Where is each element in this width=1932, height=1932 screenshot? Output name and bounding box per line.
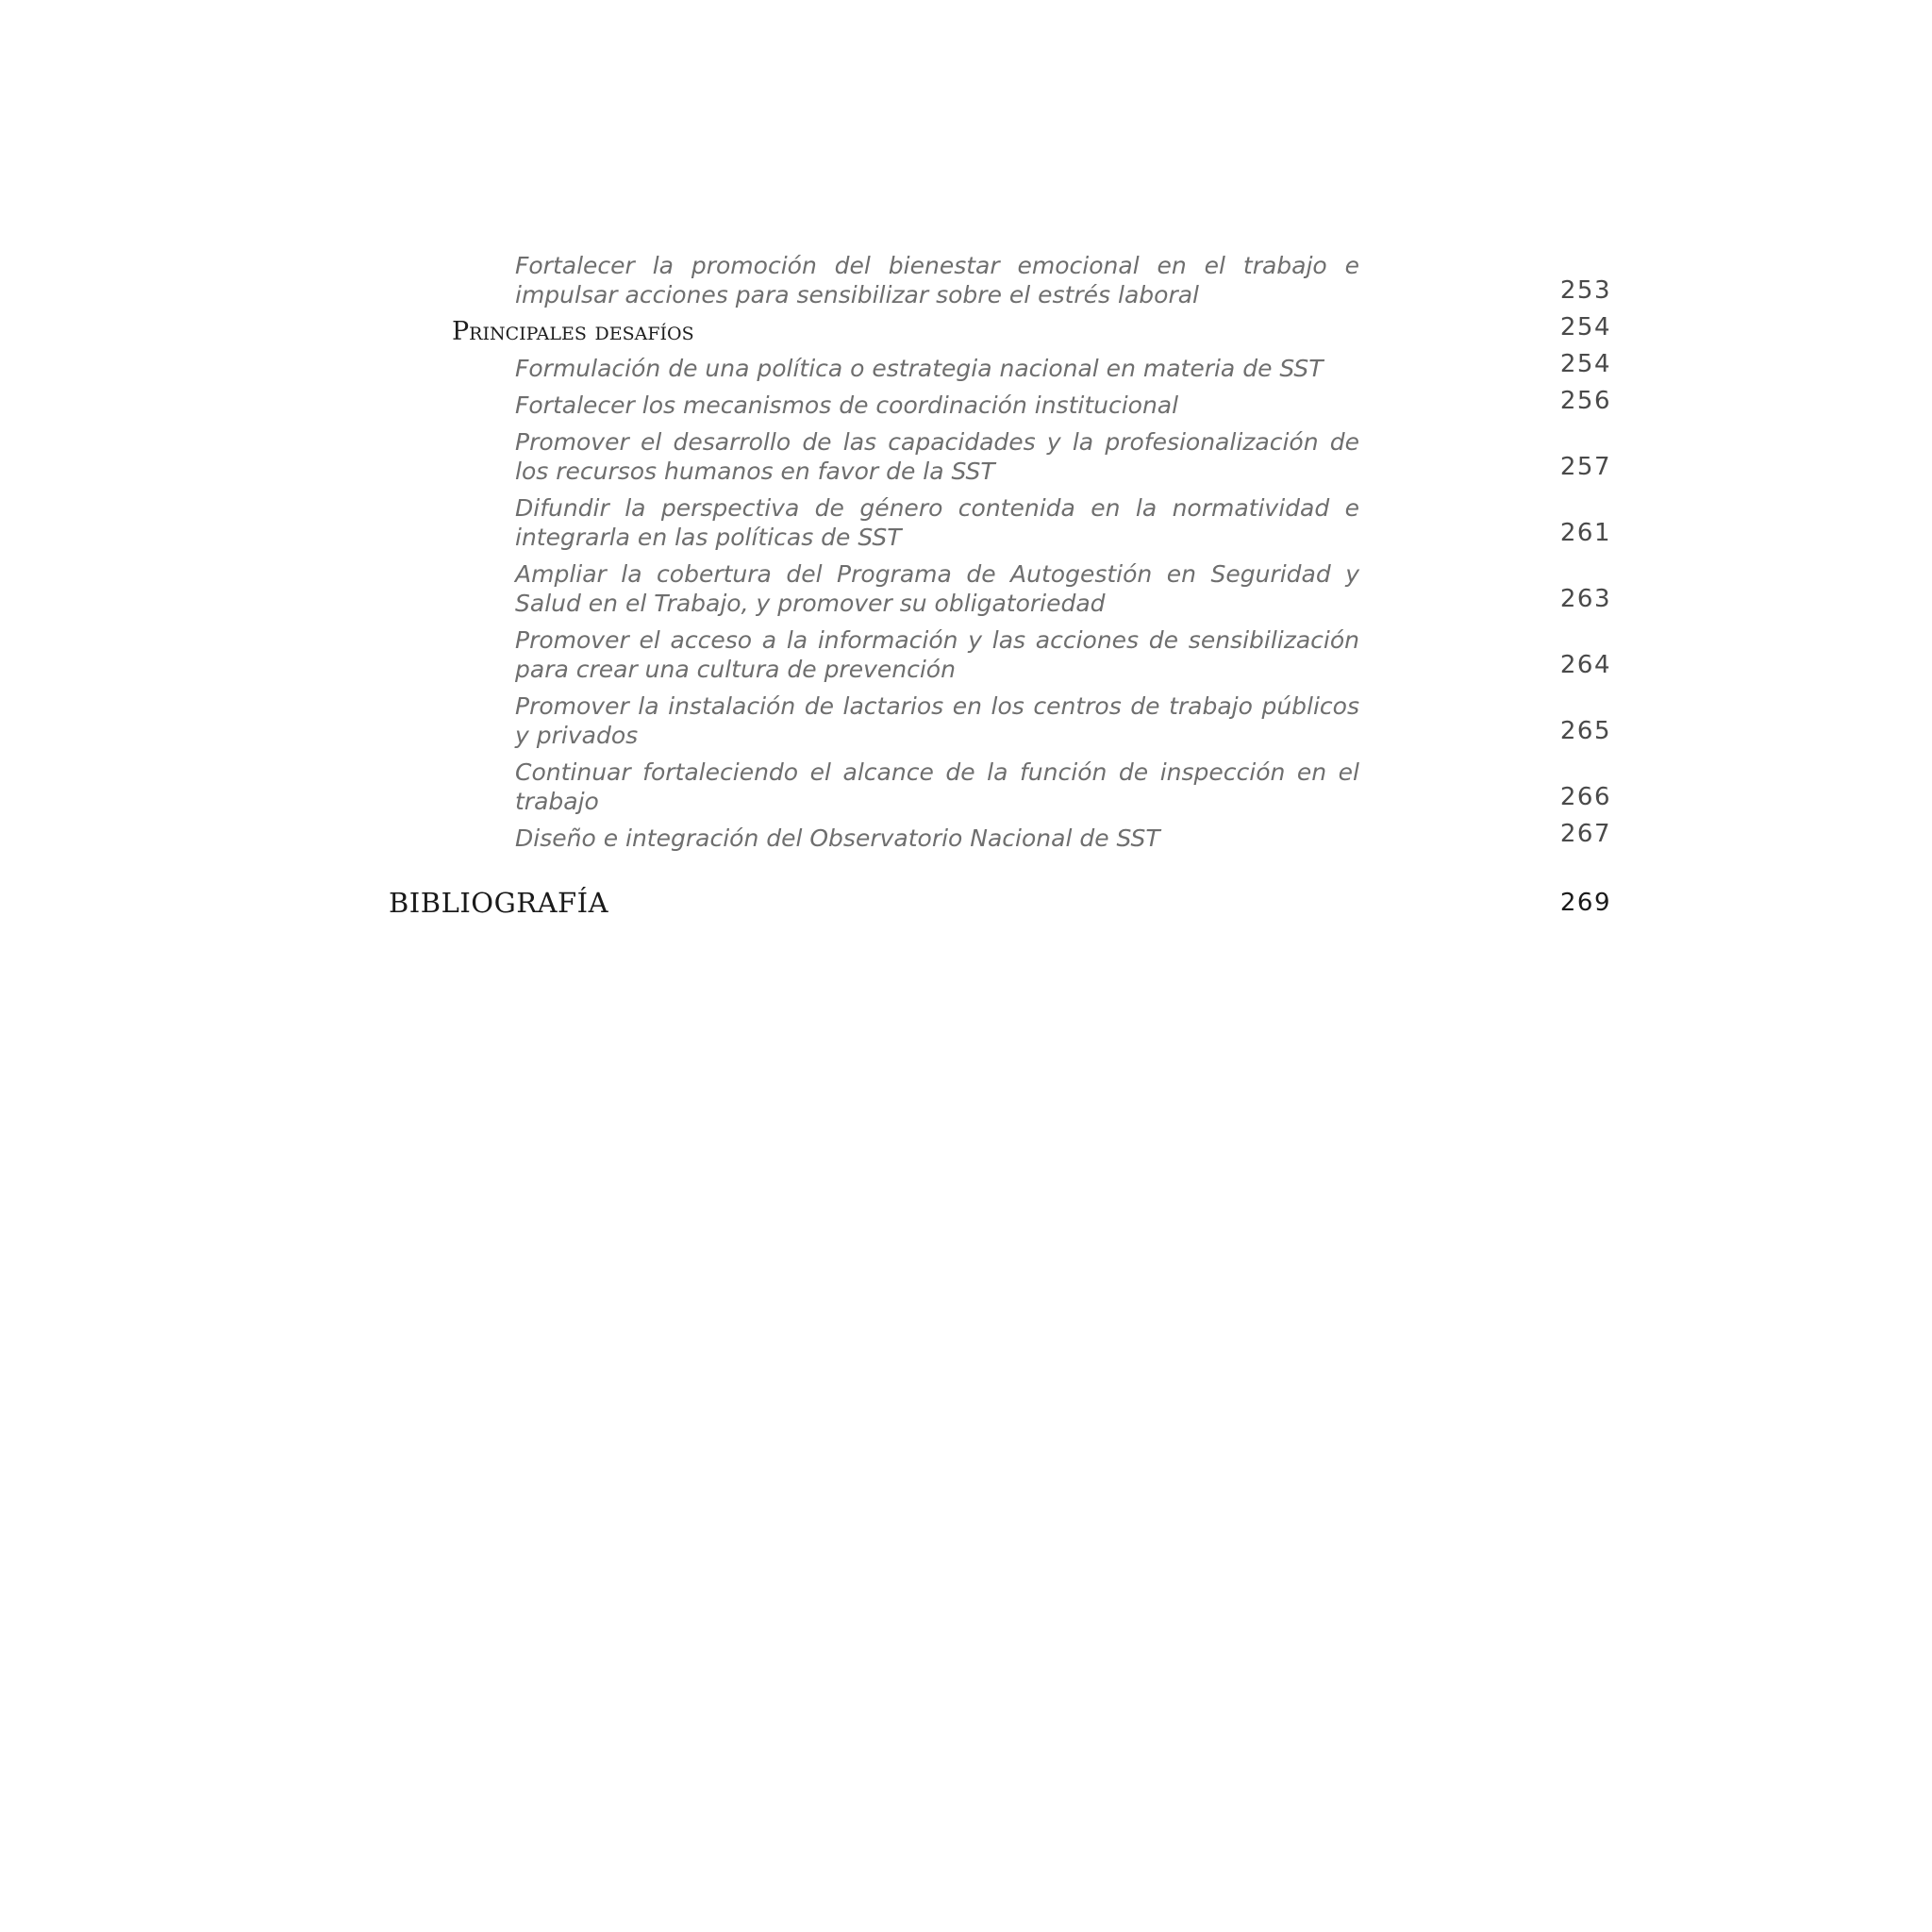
toc-entry[interactable] bbox=[0, 758, 1932, 816]
toc-page-number: 267 bbox=[1559, 820, 1611, 848]
toc-entry-title: Fortalecer los mecanismos de coordinación institucional bbox=[515, 391, 1179, 419]
toc-page-number: 265 bbox=[1559, 717, 1611, 745]
toc-page-number: 263 bbox=[1559, 585, 1611, 613]
toc-section-title: Principales desafíos bbox=[452, 317, 694, 346]
toc-chapter-title: BIBLIOGRAFÍA bbox=[389, 887, 609, 919]
toc-entry-title: Promover la instalación de lactarios en los centros de trabajo públicos y privados bbox=[515, 692, 1359, 749]
toc-entry[interactable] bbox=[0, 251, 1932, 309]
toc-entry[interactable] bbox=[0, 387, 1932, 420]
toc-page-number: 254 bbox=[1559, 313, 1611, 341]
toc-page-number: 253 bbox=[1559, 276, 1611, 305]
toc-page-number: 264 bbox=[1559, 651, 1611, 679]
toc-section[interactable] bbox=[0, 313, 1932, 346]
toc-page-number: 261 bbox=[1559, 519, 1611, 547]
toc-entry-title: Promover el acceso a la información y las acciones de sensibilización para crear una cultura de prevención bbox=[515, 626, 1359, 683]
toc-entry-title: Formulación de una política o estrategia nacional en materia de SST bbox=[515, 355, 1324, 382]
toc-entry[interactable] bbox=[0, 820, 1932, 853]
toc-entry[interactable] bbox=[0, 691, 1932, 750]
toc-entry[interactable] bbox=[0, 559, 1932, 618]
toc-entry-title: Ampliar la cobertura del Programa de Autogestión en Seguridad y Salud en el Trabajo, y promover su obligatoriedad bbox=[515, 560, 1359, 617]
toc-page-number: 257 bbox=[1559, 453, 1611, 481]
toc-entry-title: Fortalecer la promoción del bienestar emocional en el trabajo e impulsar acciones para sensibilizar sobre el estrés laboral bbox=[515, 252, 1359, 308]
toc-page-number: 269 bbox=[1559, 889, 1611, 917]
toc-entry[interactable] bbox=[0, 350, 1932, 383]
toc-page-number: 254 bbox=[1559, 350, 1611, 378]
toc-chapter[interactable] bbox=[0, 885, 1932, 922]
toc-entry-title: Difundir la perspectiva de género contenida en la normatividad e integrarla en las políticas de SST bbox=[515, 494, 1359, 551]
toc-page-number: 256 bbox=[1559, 387, 1611, 415]
toc-entry-title: Diseño e integración del Observatorio Nacional de SST bbox=[515, 824, 1160, 852]
toc-entry-title: Continuar fortaleciendo el alcance de la función de inspección en el trabajo bbox=[515, 758, 1359, 815]
toc-page-number: 266 bbox=[1559, 783, 1611, 811]
toc-entry[interactable] bbox=[0, 625, 1932, 684]
toc-entry-title: Promover el desarrollo de las capacidades y la profesionalización de los recursos humanos en favor de la SST bbox=[515, 428, 1359, 485]
toc-entry[interactable] bbox=[0, 427, 1932, 486]
toc-entry[interactable] bbox=[0, 493, 1932, 552]
table-of-contents bbox=[0, 251, 1932, 922]
